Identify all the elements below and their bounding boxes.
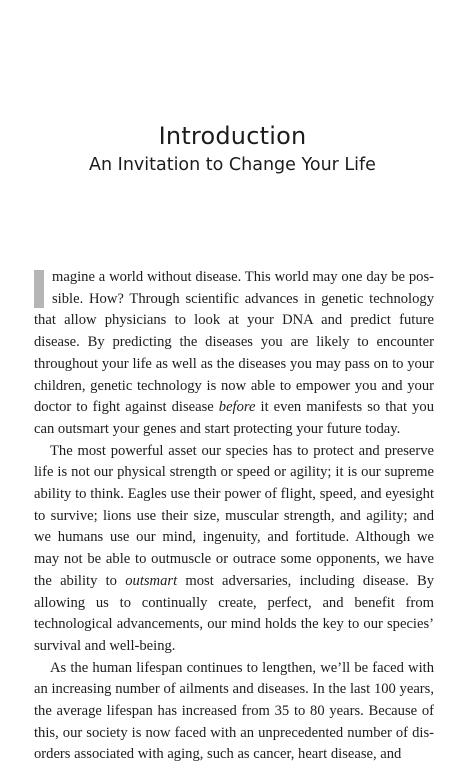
paragraph-2-emphasis: outsmart bbox=[125, 572, 178, 589]
chapter-title: Introduction bbox=[158, 122, 307, 150]
body-text bbox=[34, 267, 434, 766]
paragraph-1 bbox=[34, 267, 434, 441]
paragraph-1-emphasis: before bbox=[218, 399, 256, 416]
chapter-subtitle: An Invitation to Change Your Life bbox=[89, 155, 376, 175]
paragraph-2-text-a: The most powerful asset our species has to protect and preserve life is not our physical strength or speed or agility; it is our supreme ability to think. Eagles use their power of flight, speed, and eyesight to survive; lions use their size, muscular strength, and agility; and we humans use our mind, ingenuity, and fortitude. Although we may not be able to outmuscle or outrace some opponents, we have the ability to bbox=[34, 442, 434, 589]
paragraph-1-text-b: it even manifests so that you can outsmart your genes and start protecting your future today. bbox=[34, 399, 434, 437]
paragraph-2-text-b: most adversaries, including disease. By allowing us to continually create, perfect, and benefit from technological advancements, our mind holds the key to our species’ survival and well-being. bbox=[34, 572, 435, 654]
paragraph-3: As the human lifespan continues to lengthen, we’ll be faced with an increasing number of ailments and diseases. In the last 100 years, the average lifespan has increased from 35 to 80 years. Because of this, our society is now faced with an unprecedented number of disorders associated with aging, such as cancer, heart disease, and bbox=[34, 659, 434, 763]
paragraph-2 bbox=[34, 441, 434, 658]
chapter-heading bbox=[0, 121, 465, 176]
paragraph-1-text-a: magine a world without disease. This world may one day be possible. How? Through scientific advances in genetic technology that allow physicians to look at your DNA and predict future disease. By predicting the diseases you are likely to encounter throughout your life as well as the diseases you may pass on to your children, genetic technology is now able to empower you and your doctor to fight against disease bbox=[34, 269, 434, 416]
drop-cap-i bbox=[34, 270, 44, 308]
